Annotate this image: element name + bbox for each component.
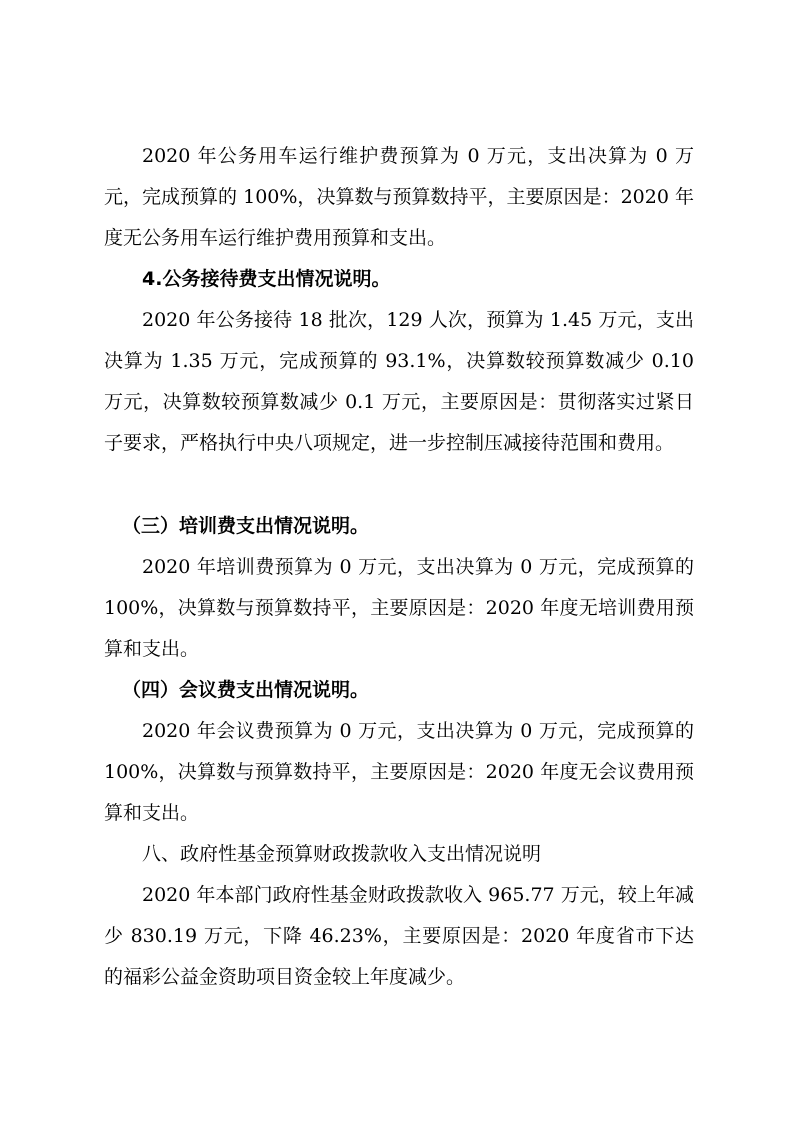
paragraph-government-fund: 2020 年本部门政府性基金财政拨款收入 965.77 万元，较上年减少 830.19 万元，下降 46.23%，主要原因是：2020 年度省市下达的福彩公益金资助项目资金较上年度减少。 xyxy=(104,884,694,988)
paragraph-training-expense: 2020 年培训费预算为 0 万元，支出决算为 0 万元，完成预算的 100%，决算数与预算数持平，主要原因是：2020 年度无培训费用预算和支出。 xyxy=(104,556,694,660)
paragraph-reception-expense: 2020 年公务接待 18 批次，129 人次，预算为 1.45 万元，支出决算为 1.35 万元，完成预算的 93.1%，决算数较预算数减少 0.10 万元，决算数较预算数减少 0.1 万元，主要原因是：贯彻落实过紧日子要求，严格执行中央八项规定，进一步控制压减接待范围和费用。 xyxy=(104,309,694,454)
paragraph-meeting-expense: 2020 年会议费预算为 0 万元，支出决算为 0 万元，完成预算的 100%，决算数与预算数持平，主要原因是：2020 年度无会议费用预算和支出。 xyxy=(104,720,694,824)
heading-meeting-expense: （四）会议费支出情况说明。 xyxy=(122,679,370,701)
heading-training-expense: （三）培训费支出情况说明。 xyxy=(122,515,370,537)
paragraph-vehicle-maintenance: 2020 年公务用车运行维护费预算为 0 万元，支出决算为 0 万元，完成预算的 100%，决算数与预算数持平，主要原因是：2020 年度无公务用车运行维护费用预算和支出。 xyxy=(104,145,694,249)
heading-reception-expense: 4.公务接待费支出情况说明。 xyxy=(142,268,391,290)
heading-government-fund: 八、政府性基金预算财政拨款收入支出情况说明 xyxy=(142,843,542,865)
